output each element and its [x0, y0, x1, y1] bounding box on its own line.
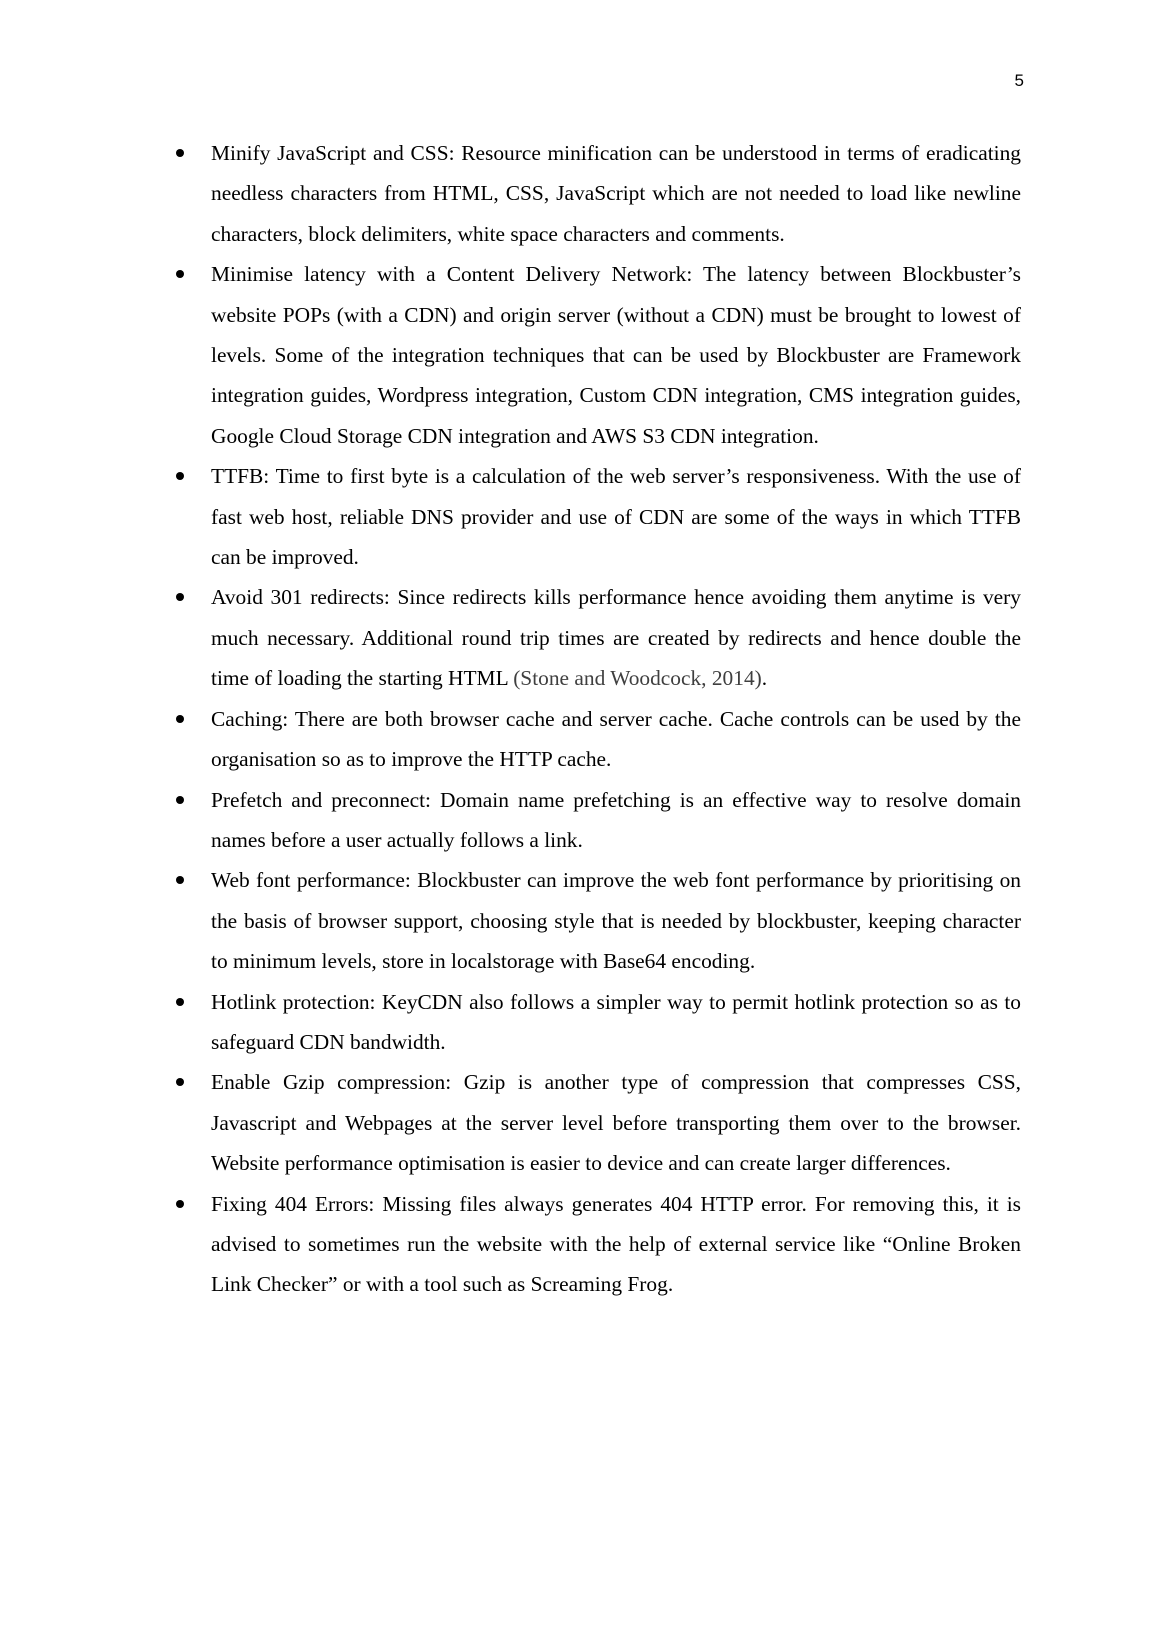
bullet-item — [211, 1184, 1021, 1305]
bullet-item — [211, 982, 1021, 1063]
bullet-item — [211, 133, 1021, 254]
bullet-list — [211, 133, 1021, 1305]
bullet-icon — [176, 876, 184, 884]
page-number: 5 — [1014, 71, 1024, 90]
bullet-icon — [176, 593, 184, 601]
bullet-item — [211, 860, 1021, 981]
bullet-text: Web font performance: Blockbuster can improve the web font performance by prioritising on the basis of browser support, choosing style that is needed by blockbuster, keeping character to minimum levels, store in localstorage with Base64 encoding. — [211, 868, 1021, 974]
bullet-text: Minify JavaScript and CSS: Resource minification can be understood in terms of eradicating needless characters from HTML, CSS, JavaScript which are not needed to load like newline characters, block delimiters, white space characters and comments. — [211, 141, 1021, 246]
bullet-icon — [176, 472, 184, 480]
bullet-icon — [176, 998, 184, 1006]
bullet-item — [211, 780, 1021, 861]
bullet-text: Avoid 301 redirects: Since redirects kills performance hence avoiding them anytime is very much necessary. Additional round trip times are created by redirects and hence double the time of loading the starting HTML — [211, 585, 1021, 691]
citation: (Stone and Woodcock, 2014) — [513, 666, 762, 691]
bullet-text: Enable Gzip compression: Gzip is another type of compression that compresses CSS, Javascript and Webpages at the server level before transporting them over to the browser. Website performance optimisation is easier to device and can create larger differences. — [211, 1070, 1021, 1176]
bullet-icon — [176, 1078, 184, 1086]
bullet-icon — [176, 1200, 184, 1208]
bullet-icon — [176, 715, 184, 723]
bullet-icon — [176, 149, 184, 157]
bullet-item — [211, 1062, 1021, 1183]
bullet-text: Prefetch and preconnect: Domain name prefetching is an effective way to resolve domain names before a user actually follows a link. — [211, 787, 1021, 852]
bullet-text: Caching: There are both browser cache and server cache. Cache controls can be used by the organisation so as to improve the HTTP cache. — [211, 706, 1021, 772]
bullet-text: TTFB: Time to first byte is a calculation of the web server’s responsiveness. With the use of fast web host, reliable DNS provider and use of CDN are some of the ways in which TTFB can be improved. — [211, 464, 1021, 570]
bullet-icon — [176, 270, 184, 278]
bullet-text: Minimise latency with a Content Delivery Network: The latency between Blockbuster’s website POPs (with a CDN) and origin server (without a CDN) must be brought to lowest of levels. Some of the integration techniques that can be used by Blockbuster are Framework integration guides, Wordpress integration, Custom CDN integration, CMS integration guides, Google Cloud Storage CDN integration and AWS S3 CDN integration. — [211, 262, 1021, 448]
bullet-text: Hotlink protection: KeyCDN also follows a simpler way to permit hotlink protection so as to safeguard CDN bandwidth. — [211, 989, 1021, 1054]
bullet-item — [211, 456, 1021, 577]
bullet-text: Fixing 404 Errors: Missing files always generates 404 HTTP error. For removing this, it is advised to sometimes run the website with the help of external service like “Online Broken Link Checker” or with a tool such as Screaming Frog. — [211, 1191, 1021, 1297]
bullet-icon — [176, 796, 184, 804]
bullet-item — [211, 699, 1021, 780]
bullet-item — [211, 254, 1021, 456]
bullet-item — [211, 577, 1021, 698]
bullet-text-tail: . — [761, 666, 768, 691]
